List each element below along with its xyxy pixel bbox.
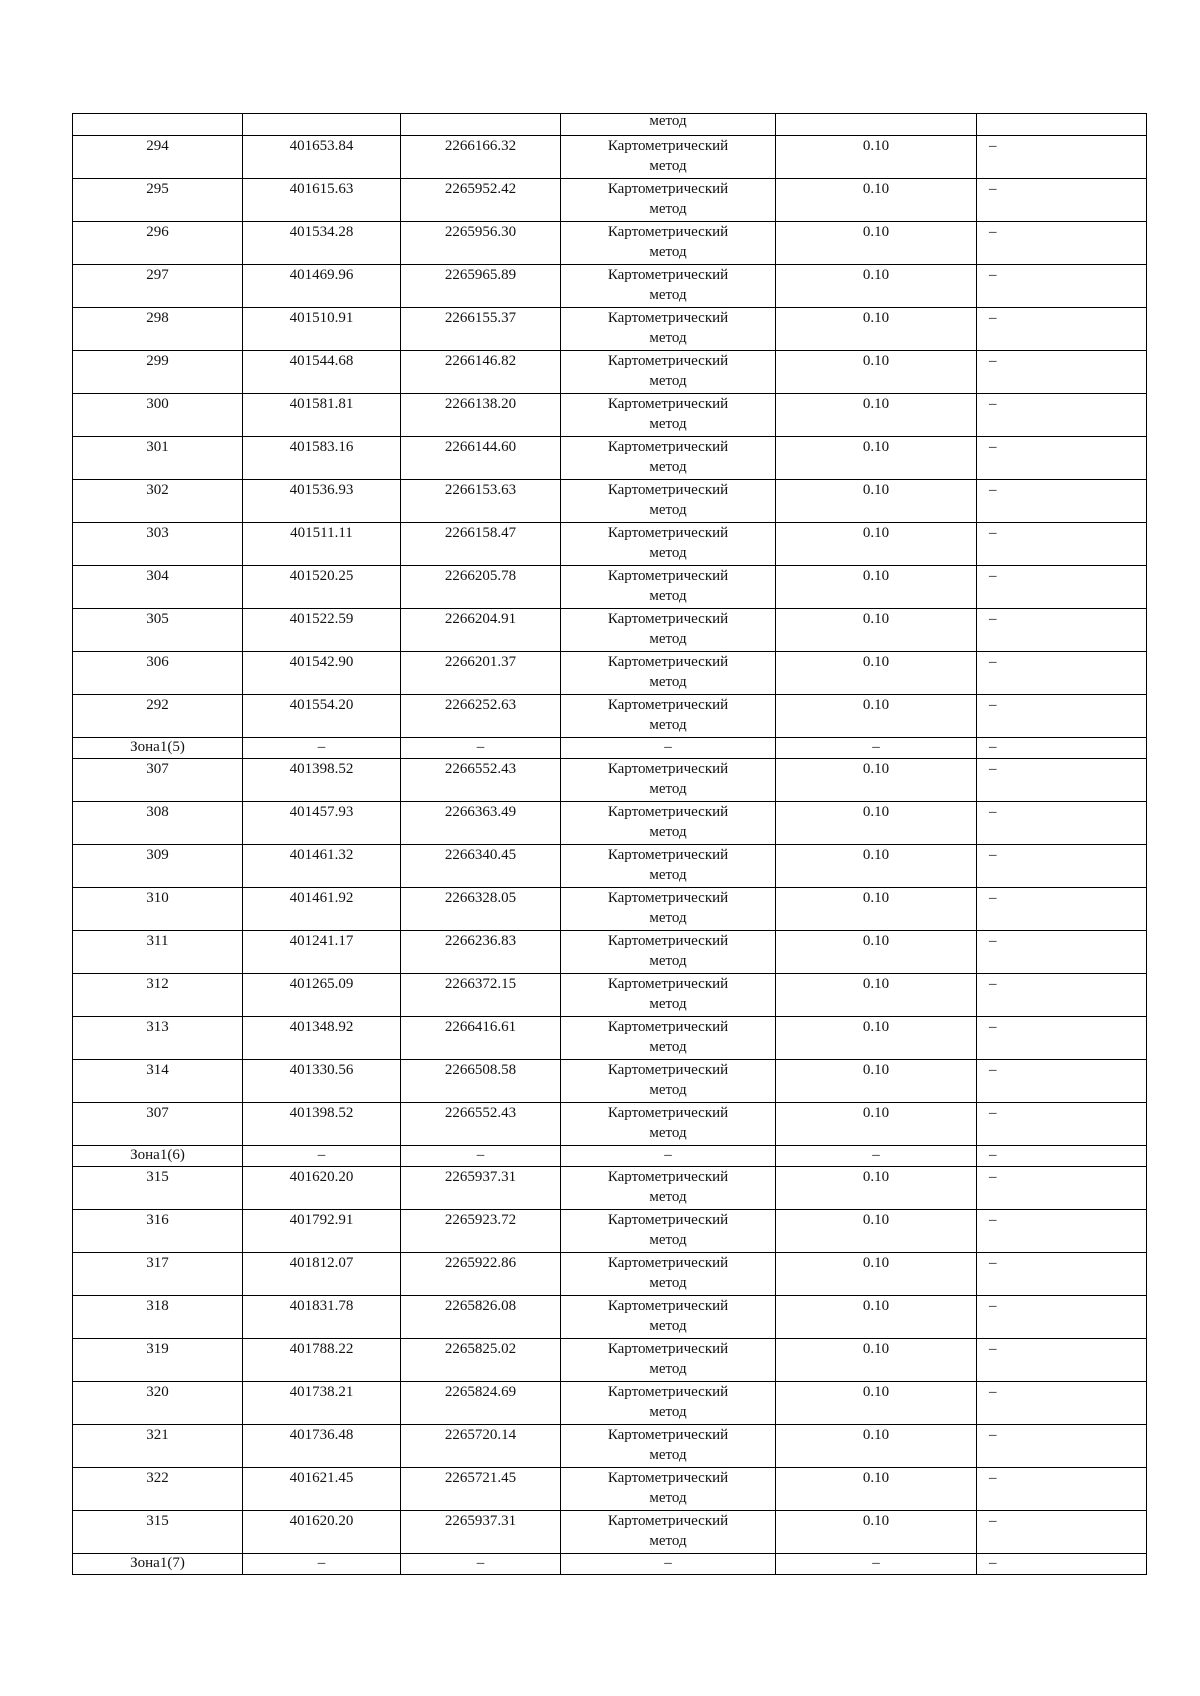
cell-note: – [977,1146,1147,1167]
cell-accuracy [776,114,977,136]
cell-accuracy: 0.10 [776,394,977,437]
cell-y: 2265965.89 [401,265,561,308]
cell-y: 2265721.45 [401,1468,561,1511]
table-row [73,1210,1147,1253]
table-row [73,1253,1147,1296]
cell-accuracy: 0.10 [776,652,977,695]
cell-note: – [977,1253,1147,1296]
table-row [73,845,1147,888]
cell-y: 2266166.32 [401,136,561,179]
cell-note: – [977,931,1147,974]
table-row [73,1511,1147,1554]
cell-note: – [977,566,1147,609]
cell-method: Картометрический метод [561,802,776,845]
cell-point-id: 319 [73,1339,243,1382]
table-row [73,437,1147,480]
cell-x: 401511.11 [243,523,401,566]
cell-method: Картометрический метод [561,566,776,609]
cell-x: 401330.56 [243,1060,401,1103]
table-row [73,566,1147,609]
cell-x: 401653.84 [243,136,401,179]
cell-note: – [977,845,1147,888]
cell-accuracy: 0.10 [776,437,977,480]
cell-method: Картометрический метод [561,1468,776,1511]
table-row [73,308,1147,351]
cell-y: 2265923.72 [401,1210,561,1253]
cell-accuracy: 0.10 [776,308,977,351]
cell-method: Картометрический метод [561,974,776,1017]
cell-method: Картометрический метод [561,308,776,351]
table-row [73,1103,1147,1146]
cell-method: Картометрический метод [561,888,776,931]
cell-note: – [977,136,1147,179]
cell-method: Картометрический метод [561,845,776,888]
cell-x: 401788.22 [243,1339,401,1382]
cell-method: Картометрический метод [561,179,776,222]
table-row [73,759,1147,802]
cell-point-id: 304 [73,566,243,609]
cell-note: – [977,738,1147,759]
cell-accuracy: 0.10 [776,566,977,609]
table-row [73,1296,1147,1339]
cell-method: Картометрический метод [561,480,776,523]
cell-method: Картометрический метод [561,1511,776,1554]
cell-note: – [977,437,1147,480]
cell-point-id: 315 [73,1167,243,1210]
cell-y: 2266155.37 [401,308,561,351]
zone-row [73,738,1147,759]
table-row [73,974,1147,1017]
cell-y: 2266552.43 [401,759,561,802]
coordinates-table [72,113,1147,1575]
cell-accuracy: 0.10 [776,1339,977,1382]
cell-note [977,114,1147,136]
table-row [73,136,1147,179]
table-row [73,1339,1147,1382]
table-row [73,1060,1147,1103]
cell-note: – [977,1167,1147,1210]
continuation-row [73,114,1147,136]
cell-x [243,114,401,136]
cell-note: – [977,802,1147,845]
cell-x: 401738.21 [243,1382,401,1425]
table-row [73,695,1147,738]
cell-note: – [977,222,1147,265]
cell-accuracy: 0.10 [776,1253,977,1296]
table-row [73,931,1147,974]
cell-method: – [561,738,776,759]
cell-note: – [977,1554,1147,1575]
cell-point-id: 296 [73,222,243,265]
cell-method: Картометрический метод [561,931,776,974]
cell-note: – [977,1468,1147,1511]
cell-y: 2266328.05 [401,888,561,931]
cell-x: – [243,738,401,759]
cell-accuracy: 0.10 [776,759,977,802]
table-row [73,523,1147,566]
cell-accuracy: 0.10 [776,1296,977,1339]
cell-point-id: 298 [73,308,243,351]
cell-y: 2265937.31 [401,1167,561,1210]
cell-note: – [977,1103,1147,1146]
cell-method: Картометрический метод [561,759,776,802]
cell-accuracy: 0.10 [776,523,977,566]
cell-accuracy: 0.10 [776,1468,977,1511]
cell-point-id: 314 [73,1060,243,1103]
cell-x: – [243,1146,401,1167]
cell-accuracy: – [776,1146,977,1167]
cell-point-id: 313 [73,1017,243,1060]
cell-accuracy: 0.10 [776,351,977,394]
cell-x: 401542.90 [243,652,401,695]
cell-method: Картометрический метод [561,136,776,179]
cell-method: Картометрический метод [561,265,776,308]
zone-row [73,1146,1147,1167]
cell-y: 2266158.47 [401,523,561,566]
cell-note: – [977,974,1147,1017]
cell-x: 401581.81 [243,394,401,437]
cell-y: 2265952.42 [401,179,561,222]
cell-point-id: 295 [73,179,243,222]
cell-point-id: 321 [73,1425,243,1468]
cell-note: – [977,480,1147,523]
cell-note: – [977,351,1147,394]
zone-row [73,1554,1147,1575]
cell-x: 401520.25 [243,566,401,609]
cell-accuracy: – [776,738,977,759]
cell-accuracy: 0.10 [776,802,977,845]
cell-y: 2265720.14 [401,1425,561,1468]
cell-point-id: 292 [73,695,243,738]
cell-point-id: 311 [73,931,243,974]
cell-point-id: 318 [73,1296,243,1339]
cell-note: – [977,394,1147,437]
cell-point-id: Зона1(6) [73,1146,243,1167]
cell-y: 2266340.45 [401,845,561,888]
cell-point-id: 297 [73,265,243,308]
cell-note: – [977,265,1147,308]
cell-x: 401469.96 [243,265,401,308]
cell-method: – [561,1146,776,1167]
cell-note: – [977,888,1147,931]
table-row [73,222,1147,265]
cell-x: 401620.20 [243,1167,401,1210]
cell-x: 401534.28 [243,222,401,265]
cell-method: Картометрический метод [561,1339,776,1382]
cell-method: Картометрический метод [561,1253,776,1296]
cell-accuracy: 0.10 [776,1017,977,1060]
cell-point-id: 303 [73,523,243,566]
cell-x: 401510.91 [243,308,401,351]
cell-note: – [977,1017,1147,1060]
table-row [73,1017,1147,1060]
table-row [73,480,1147,523]
cell-y: 2265826.08 [401,1296,561,1339]
cell-point-id: 302 [73,480,243,523]
cell-y: – [401,1146,561,1167]
cell-note: – [977,759,1147,802]
cell-note: – [977,695,1147,738]
cell-accuracy: 0.10 [776,845,977,888]
cell-y: 2266138.20 [401,394,561,437]
cell-method: Картометрический метод [561,222,776,265]
cell-accuracy: 0.10 [776,695,977,738]
cell-x: 401736.48 [243,1425,401,1468]
cell-method: – [561,1554,776,1575]
cell-note: – [977,308,1147,351]
cell-x: 401544.68 [243,351,401,394]
method-continuation: метод [649,113,687,129]
cell-x: 401265.09 [243,974,401,1017]
cell-accuracy: 0.10 [776,1382,977,1425]
cell-x: 401398.52 [243,759,401,802]
cell-point-id: Зона1(5) [73,738,243,759]
table-row [73,1167,1147,1210]
cell-point-id: 309 [73,845,243,888]
cell-point-id: 312 [73,974,243,1017]
cell-method: Картометрический метод [561,437,776,480]
table-row [73,888,1147,931]
cell-x: 401398.52 [243,1103,401,1146]
cell-note: – [977,1210,1147,1253]
cell-point-id: 301 [73,437,243,480]
cell-point-id: 294 [73,136,243,179]
cell-accuracy: 0.10 [776,1210,977,1253]
cell-method: Картометрический метод [561,1103,776,1146]
cell-x: – [243,1554,401,1575]
cell-y: 2266205.78 [401,566,561,609]
table-row [73,265,1147,308]
cell-accuracy: – [776,1554,977,1575]
cell-x: 401522.59 [243,609,401,652]
cell-accuracy: 0.10 [776,888,977,931]
cell-point-id: 316 [73,1210,243,1253]
cell-method: Картометрический метод [561,1017,776,1060]
cell-method: Картометрический метод [561,1167,776,1210]
cell-x: 401620.20 [243,1511,401,1554]
cell-method: Картометрический метод [561,523,776,566]
cell-x: 401554.20 [243,695,401,738]
cell-note: – [977,1296,1147,1339]
cell-method: Картометрический метод [561,1382,776,1425]
cell-point-id: 299 [73,351,243,394]
cell-y: 2266252.63 [401,695,561,738]
table-row [73,179,1147,222]
cell-point-id: 308 [73,802,243,845]
cell-accuracy: 0.10 [776,480,977,523]
table-row [73,609,1147,652]
cell-x: 401583.16 [243,437,401,480]
cell-point-id: 307 [73,759,243,802]
cell-method: Картометрический метод [561,1425,776,1468]
cell-accuracy: 0.10 [776,1167,977,1210]
cell-x: 401348.92 [243,1017,401,1060]
cell-y: 2265956.30 [401,222,561,265]
cell-y: – [401,1554,561,1575]
cell-x: 401461.32 [243,845,401,888]
cell-x: 401615.63 [243,179,401,222]
cell-y: 2266416.61 [401,1017,561,1060]
table-row [73,802,1147,845]
cell-x: 401621.45 [243,1468,401,1511]
cell-method: Картометрический метод [561,695,776,738]
cell-note: – [977,609,1147,652]
cell-point-id: Зона1(7) [73,1554,243,1575]
cell-note: – [977,652,1147,695]
cell-y: 2265922.86 [401,1253,561,1296]
cell-method: Картометрический метод [561,1296,776,1339]
cell-y: – [401,738,561,759]
cell-method: Картометрический метод [561,652,776,695]
cell-method: Картометрический метод [561,394,776,437]
cell-y: 2266363.49 [401,802,561,845]
cell-accuracy: 0.10 [776,179,977,222]
cell-x: 401536.93 [243,480,401,523]
cell-note: – [977,523,1147,566]
cell-accuracy: 0.10 [776,1425,977,1468]
cell-accuracy: 0.10 [776,222,977,265]
cell-point-id: 310 [73,888,243,931]
cell-x: 401461.92 [243,888,401,931]
cell-y: 2266372.15 [401,974,561,1017]
cell-x: 401812.07 [243,1253,401,1296]
table-row [73,394,1147,437]
cell-accuracy: 0.10 [776,931,977,974]
cell-point-id: 322 [73,1468,243,1511]
cell-method: Картометрический метод [561,1210,776,1253]
cell-point-id: 317 [73,1253,243,1296]
cell-x: 401457.93 [243,802,401,845]
cell-point-id: 300 [73,394,243,437]
table-row [73,652,1147,695]
cell-note: – [977,1511,1147,1554]
cell-method: Картометрический метод [561,1060,776,1103]
cell-y: 2265937.31 [401,1511,561,1554]
cell-method: Картометрический метод [561,351,776,394]
cell-note: – [977,1060,1147,1103]
cell-point-id: 306 [73,652,243,695]
cell-y: 2266201.37 [401,652,561,695]
cell-accuracy: 0.10 [776,1511,977,1554]
table-row [73,1468,1147,1511]
cell-y: 2266508.58 [401,1060,561,1103]
cell-x: 401831.78 [243,1296,401,1339]
cell-y: 2266552.43 [401,1103,561,1146]
table-row [73,351,1147,394]
cell-point-id: 320 [73,1382,243,1425]
cell-accuracy: 0.10 [776,136,977,179]
cell-accuracy: 0.10 [776,609,977,652]
cell-accuracy: 0.10 [776,1060,977,1103]
table-body [73,114,1147,1575]
cell-y: 2266153.63 [401,480,561,523]
cell-y [401,114,561,136]
table-row [73,1425,1147,1468]
cell-y: 2266146.82 [401,351,561,394]
cell-y: 2266236.83 [401,931,561,974]
cell-accuracy: 0.10 [776,265,977,308]
cell-note: – [977,1425,1147,1468]
cell-method [561,114,776,136]
cell-point-id: 305 [73,609,243,652]
cell-point-id: 315 [73,1511,243,1554]
cell-y: 2266144.60 [401,437,561,480]
cell-x: 401241.17 [243,931,401,974]
cell-accuracy: 0.10 [776,974,977,1017]
cell-note: – [977,1339,1147,1382]
cell-note: – [977,1382,1147,1425]
cell-y: 2265824.69 [401,1382,561,1425]
cell-note: – [977,179,1147,222]
cell-x: 401792.91 [243,1210,401,1253]
cell-accuracy: 0.10 [776,1103,977,1146]
cell-y: 2265825.02 [401,1339,561,1382]
cell-y: 2266204.91 [401,609,561,652]
table-row [73,1382,1147,1425]
cell-method: Картометрический метод [561,609,776,652]
cell-point-id [73,114,243,136]
cell-point-id: 307 [73,1103,243,1146]
